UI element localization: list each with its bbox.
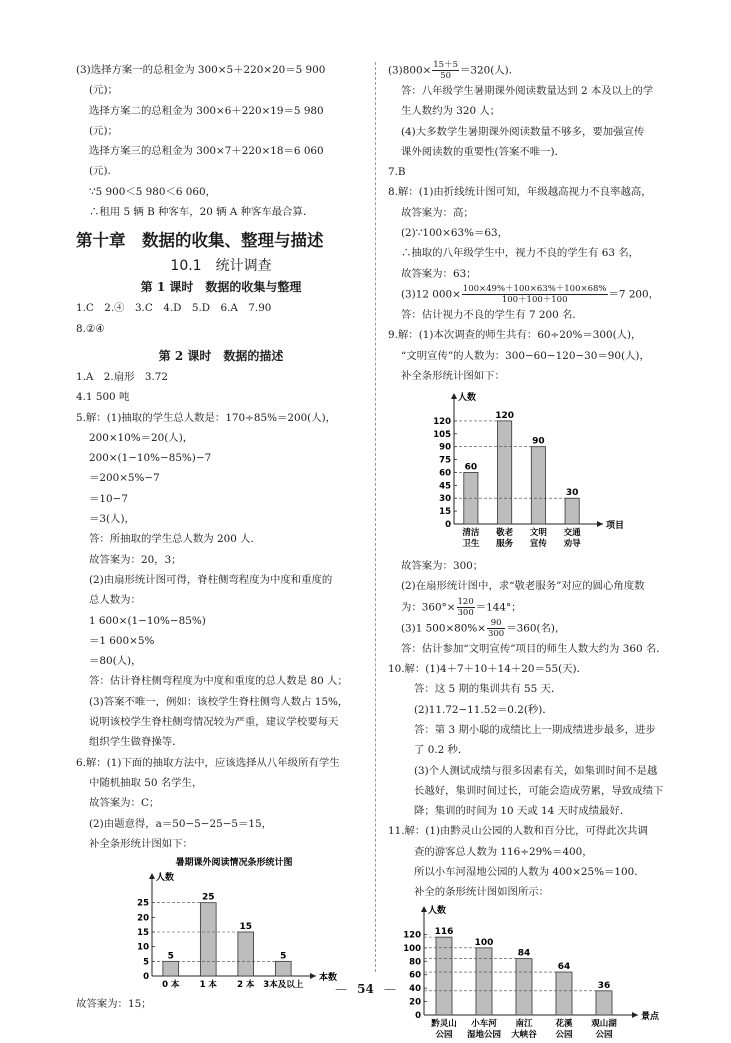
answer-line: 答：所抽取的学生总人数为 200 人．: [89, 533, 261, 546]
text-line: 11.解：(1)由黔灵山公园的人数和百分比，可得此次共调: [388, 825, 648, 838]
bar-value-label: 84: [517, 948, 531, 959]
y-tick-label: 120: [403, 930, 421, 941]
y-tick-label: 105: [433, 429, 451, 440]
text-line: 7.B: [388, 166, 406, 179]
x-category-label: 公园: [555, 1029, 573, 1040]
x-axis-arrow: [310, 973, 316, 979]
bar-value-label: 5: [280, 951, 287, 962]
tourist-bar-chart: [388, 903, 668, 1043]
text-line: 8.解：(1)由折线统计图可知，年级越高视力不良率越高，: [388, 186, 652, 199]
x-category-label: 交通: [563, 528, 581, 539]
y-tick-label: 45: [439, 481, 451, 492]
bar-value-label: 30: [565, 488, 579, 499]
y-tick-label: 10: [137, 942, 149, 953]
y-axis-arrow: [451, 393, 457, 399]
y-tick-label: 15: [137, 928, 149, 939]
volunteer-bar-chart: [388, 386, 658, 556]
text-line: 故答案为：高；: [401, 206, 474, 219]
fraction-numerator: 100×49%＋100×63%＋100×68%: [462, 283, 607, 294]
text-line: 答：八年级学生暑期课外阅读数量达到 2 本及以上的学: [401, 85, 654, 97]
column-divider: [375, 62, 376, 972]
answer-line: 8.②④: [76, 322, 105, 335]
x-category-label: 宣传: [529, 539, 547, 550]
text-line: “文明宣传”的人数为：300−60−120−30＝90(人)，: [401, 349, 650, 362]
y-tick-label: 15: [439, 507, 451, 518]
text-line: 课外阅读数的重要性(答案不唯一)．: [401, 145, 565, 158]
text-line: (2)在扇形统计图中，求“敬老服务”对应的圆心角度数: [401, 580, 645, 593]
text-line: 故答案为：63；: [401, 267, 477, 280]
chapter-title: 第十章 数据的收集、整理与描述: [76, 231, 324, 251]
right-column: [388, 60, 668, 1043]
answer-line: 中随机抽取 50 名学生，: [89, 776, 203, 789]
y-tick-label: 60: [439, 468, 451, 479]
y-tick-label: 40: [409, 983, 421, 994]
x-category-label: 敬老: [496, 528, 514, 539]
answer-line: 组织学生做脊操等．: [89, 736, 183, 749]
x-axis-label: 本数: [319, 973, 338, 984]
y-tick-label: 120: [433, 417, 451, 428]
y-tick-label: 20: [137, 913, 149, 924]
x-category-label: 0 本: [162, 980, 180, 991]
formula-line: [388, 60, 668, 81]
x-category-label: 黔灵山: [431, 1018, 457, 1029]
bar-value-label: 120: [495, 411, 515, 422]
x-axis-arrow: [597, 521, 603, 527]
text-line: (元)；: [89, 124, 118, 137]
x-category-label: 公园: [595, 1029, 613, 1040]
x-category-label: 服务: [496, 539, 514, 550]
formula-text: (3)12 000×: [401, 288, 461, 301]
text-line: (3)个人测试成绩与很多因素有关，如集训时间不是越: [414, 764, 658, 777]
fraction-denominator: 100＋100＋100: [501, 294, 568, 305]
bar-value-label: 100: [474, 937, 494, 948]
answer-line: ＝3(人)，: [89, 513, 135, 526]
fraction-denominator: 50: [440, 71, 452, 81]
formula-text: 为：360°×: [401, 601, 456, 614]
y-axis-arrow: [149, 873, 155, 879]
text-line: ∴租用 5 辆 B 种客车，20 辆 A 种客车最合算．: [89, 206, 314, 219]
bar: [163, 961, 179, 976]
reading-bar-chart: [76, 854, 346, 994]
text-line: (2)11.72−11.52＝0.2(秒)．: [414, 703, 553, 716]
answer-line: ＝1 600×5%: [89, 634, 155, 647]
formula-line: [388, 284, 668, 305]
bar: [565, 498, 579, 524]
text-line: (元)．: [89, 165, 118, 178]
formula-text: ＝360(名)，: [506, 622, 566, 635]
x-axis-arrow: [632, 1012, 638, 1018]
bar-value-label: 90: [532, 436, 545, 447]
y-axis-label: 人数: [156, 873, 175, 884]
answer-line: ＝80(人)，: [89, 655, 142, 668]
x-category-label: 文明: [529, 528, 547, 539]
y-tick-label: 25: [137, 898, 149, 909]
y-tick-label: 60: [409, 970, 421, 981]
answer-line: (3)答案不唯一，例如：该校学生脊柱侧弯人数占 15%，: [89, 695, 349, 708]
y-tick-label: 0: [143, 972, 149, 983]
bar: [531, 447, 545, 524]
text-line: 选择方案二的总租金为 300×6＋220×19＝5 980: [89, 104, 324, 117]
x-category-label: 观山湖: [591, 1018, 617, 1029]
fraction-denominator: 300: [457, 607, 474, 618]
lesson-title-1: 第 1 课时 数据的收集与整理: [140, 280, 302, 295]
bar-value-label: 60: [464, 462, 478, 473]
bar: [436, 937, 452, 1015]
answer-line: ＝10−7: [89, 492, 128, 505]
lesson-title-2: 第 2 课时 数据的描述: [158, 348, 284, 363]
bar: [238, 932, 254, 976]
text-line: 选择方案三的总租金为 300×7＋220×18＝6 060: [89, 145, 324, 158]
y-tick-label: 80: [409, 956, 421, 967]
y-tick-label: 75: [439, 455, 451, 466]
x-category-label: 卫生: [462, 539, 480, 550]
y-tick-label: 0: [445, 520, 451, 531]
answer-line: 6.解：(1)下面的抽取方法中，应该选择从八年级所有学生: [76, 756, 340, 769]
x-category-label: 大峡谷: [511, 1029, 537, 1040]
x-category-label: 公园: [435, 1029, 453, 1040]
x-category-label: 3本及以上: [263, 980, 304, 991]
text-line: ∴抽取的八年级学生中，视力不良的学生有 63 名，: [401, 247, 640, 260]
answer-line: 1.A 2.扇形 3.72: [76, 370, 169, 383]
text-line: ∵5 900＜5 980＜6 060，: [89, 185, 217, 198]
fraction-denominator: 300: [487, 628, 505, 639]
text-line: (2)∵100×63%＝63，: [401, 227, 508, 240]
bar: [498, 421, 512, 524]
text-line: 答：估计视力不良的学生有 7 200 名．: [401, 308, 583, 321]
text-line: 10.解：(1)4＋7＋10＋14＋20＝55(天)．: [388, 663, 587, 676]
answer-line: 4.1 500 吨: [76, 391, 130, 404]
fraction: [462, 284, 608, 305]
answer-line: 说明该校学生脊柱侧弯情况较为严重，建议学校要每天: [89, 716, 339, 729]
text-line: 生人数约为 320 人；: [401, 105, 501, 118]
x-axis-label: 项目: [606, 521, 625, 532]
y-tick-label: 20: [409, 997, 421, 1008]
bar-value-label: 116: [434, 926, 454, 937]
left-column: [76, 60, 366, 1014]
x-category-label: 湿地公园: [466, 1029, 502, 1040]
text-line: (元)；: [89, 84, 118, 97]
text-line: 补全的条形统计图如图所示：: [414, 886, 550, 899]
page-number: [0, 982, 731, 996]
answer-line: 总人数为：: [89, 594, 141, 607]
answer-line: 答：估计脊柱侧弯程度为中度和重度的总人数是 80 人；: [89, 675, 348, 688]
x-category-label: 花溪: [555, 1018, 573, 1029]
x-category-label: 小车河: [471, 1018, 497, 1029]
text-line: 所以小车河湿地公园的人数为 400×25%＝100．: [414, 866, 645, 879]
bar-value-label: 25: [201, 892, 215, 903]
answer-line: 1.C 2.④ 3.C 4.D 5.D 6.A 7.90: [76, 302, 272, 315]
fraction-numerator: 120: [457, 596, 474, 607]
answer-line: 故答案为：C；: [89, 797, 160, 810]
x-category-label: 2 本: [237, 980, 255, 991]
formula-line: [388, 597, 668, 618]
text-line: (4)大多数学生暑期课外阅读数量不够多，要加强宣传: [401, 125, 645, 138]
fraction: [487, 618, 505, 639]
y-axis-arrow: [421, 906, 427, 912]
y-tick-label: 100: [403, 943, 421, 954]
x-category-label: 1 本: [199, 980, 217, 991]
dash-decoration: —: [335, 982, 348, 996]
formula-text: (3)1 500×80%×: [401, 622, 486, 635]
text-line: 查的游客总人数为 116÷29%＝400，: [414, 845, 593, 858]
formula-text: ＝7 200，: [608, 288, 660, 301]
bar: [200, 903, 216, 976]
dash-decoration: —: [383, 982, 396, 996]
bar-value-label: 5: [167, 951, 174, 962]
y-tick-label: 90: [439, 442, 451, 453]
answer-line: 200×10%＝20(人)，: [89, 431, 194, 444]
bar-value-label: 36: [597, 980, 611, 991]
answer-line: 故答案为：15；: [76, 998, 152, 1011]
text-line: 长越好，集训时间过长，可能会造成劳累，导致成绩下: [414, 784, 664, 797]
answer-line: 故答案为：20，3；: [89, 553, 182, 566]
x-axis-label: 景点: [641, 1011, 660, 1022]
y-tick-label: 5: [143, 957, 149, 968]
text-line: 补全条形统计图如下：: [401, 369, 505, 382]
answer-line: (2)由扇形统计图可得，脊柱侧弯程度为中度和重度的: [89, 573, 333, 586]
answer-line: (2)由题意得，a＝50−5−25−5＝15，: [89, 817, 273, 830]
section-title: 10.1 统计调查: [170, 258, 272, 275]
text-line: 降；集训的时间为 10 天或 14 天时成绩最好．: [414, 805, 631, 818]
answer-line: 5.解：(1)抽取的学生总人数是：170÷85%＝200(人)，: [76, 411, 337, 424]
fraction: [457, 597, 475, 618]
bar-value-label: 15: [239, 922, 253, 933]
fraction: [432, 60, 459, 81]
formula-text: ＝320(人)．: [460, 64, 520, 77]
x-category-label: 清洁: [462, 528, 480, 539]
formula-line: [388, 618, 668, 639]
text-line: 答：这 5 期的集训共有 55 天．: [414, 683, 562, 696]
text-line: 答：第 3 期小聪的成绩比上一期成绩进步最多，进步: [414, 723, 656, 736]
page-number-text: 54: [357, 982, 374, 996]
answer-line: 200×(1−10%−85%)−7: [89, 452, 212, 465]
bar: [275, 961, 291, 976]
fraction-numerator: 15＋5: [433, 60, 458, 70]
fraction-numerator: 90: [487, 618, 505, 629]
y-axis-label: 人数: [428, 905, 447, 916]
text-line: 故答案为：300；: [401, 560, 484, 573]
y-tick-label: 30: [439, 494, 451, 505]
text-line: 答：估计参加“文明宣传”项目的师生人数大约为 360 名．: [401, 642, 667, 655]
x-category-label: 劝导: [563, 539, 581, 550]
x-category-label: 南江: [515, 1018, 533, 1029]
answer-line: 1 600×(1−10%−85%): [89, 614, 206, 627]
y-axis-label: 人数: [458, 393, 477, 404]
text-line: 了 0.2 秒．: [414, 744, 469, 757]
formula-text: (3)800×: [388, 64, 432, 77]
y-tick-label: 0: [415, 1010, 421, 1021]
formula-text: ＝144°；: [475, 601, 522, 614]
text-line: (3)选择方案一的总租金为 300×5＋220×20＝5 900: [76, 64, 326, 76]
answer-line: 补全条形统计图如下：: [89, 837, 193, 850]
text-line: 9.解：(1)本次调查的师生共有：60÷20%＝300(人)，: [388, 329, 642, 342]
bar-value-label: 64: [557, 961, 571, 972]
answer-line: ＝200×5%−7: [89, 472, 160, 485]
chart-title: 暑期课外阅读情况条形统计图: [175, 858, 293, 869]
